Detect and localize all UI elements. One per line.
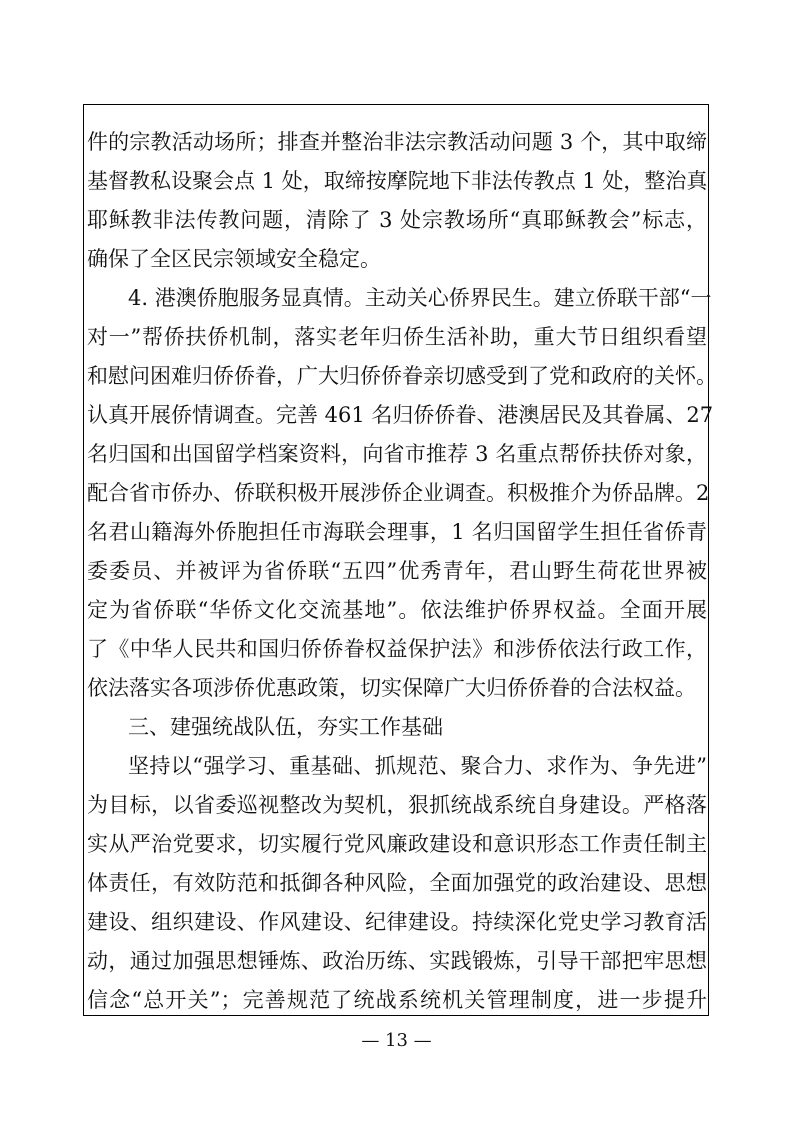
text-line: 体责任，有效防范和抵御各种风险，全面加强党的政治建设、思想 bbox=[87, 871, 707, 895]
text-line: 动，通过加强思想锤炼、政治历练、实践锻炼，引导干部把牢思想 bbox=[87, 949, 707, 973]
text-line: 建设、组织建设、作风建设、纪律建设。持续深化党史学习教育活 bbox=[87, 910, 707, 934]
text-line: 定为省侨联“华侨文化交流基地”。依法维护侨界权益。全面开展 bbox=[87, 598, 707, 622]
text-line: 确保了全区民宗领域安全稳定。 bbox=[87, 247, 381, 271]
section-heading-3: 三、建强统战队伍，夯实工作基础 bbox=[128, 715, 443, 739]
text-line: 实从严治党要求，切实履行党风廉政建设和意识形态工作责任制主 bbox=[87, 832, 707, 856]
text-line: 名君山籍海外侨胞担任市海联会理事，1 名归国留学生担任省侨青 bbox=[87, 520, 707, 544]
text-line: 信念“总开关”；完善规范了统战系统机关管理制度，进一步提升 bbox=[87, 988, 707, 1012]
text-line: 为目标，以省委巡视整改为契机，狠抓统战系统自身建设。严格落 bbox=[87, 793, 707, 817]
section-heading-4: 4. 港澳侨胞服务显真情。主动关心侨界民生。建立侨联干部“一 bbox=[128, 286, 712, 310]
text-line: 配合省市侨办、侨联积极开展涉侨企业调查。积极推介为侨品牌。2 bbox=[87, 481, 710, 505]
text-line: 件的宗教活动场所；排查并整治非法宗教活动问题 3 个，其中取缔 bbox=[87, 130, 707, 154]
text-line: 委委员、并被评为省侨联“五四”优秀青年，君山野生荷花世界被 bbox=[87, 559, 707, 583]
text-line: 耶稣教非法传教问题，清除了 3 处宗教场所“真耶稣教会”标志， bbox=[87, 208, 707, 232]
text-line: 和慰问困难归侨侨眷，广大归侨侨眷亲切感受到了党和政府的关怀。 bbox=[87, 364, 717, 388]
text-line: 基督教私设聚会点 1 处，取缔按摩院地下非法传教点 1 处，整治真 bbox=[87, 169, 708, 193]
text-line: 依法落实各项涉侨优惠政策，切实保障广大归侨侨眷的合法权益。 bbox=[87, 676, 696, 700]
page-number: — 13 — bbox=[361, 1030, 432, 1051]
text-line: 对一”帮侨扶侨机制，落实老年归侨生活补助，重大节日组织看望 bbox=[87, 325, 707, 349]
text-line: 坚持以“强学习、重基础、抓规范、聚合力、求作为、争先进” bbox=[128, 754, 707, 778]
text-line: 名归国和出国留学档案资料，向省市推荐 3 名重点帮侨扶侨对象， bbox=[87, 442, 707, 466]
text-line: 了《中华人民共和国归侨侨眷权益保护法》和涉侨依法行政工作， bbox=[87, 637, 707, 661]
text-line: 认真开展侨情调查。完善 461 名归侨侨眷、港澳居民及其眷属、27 bbox=[87, 403, 714, 427]
